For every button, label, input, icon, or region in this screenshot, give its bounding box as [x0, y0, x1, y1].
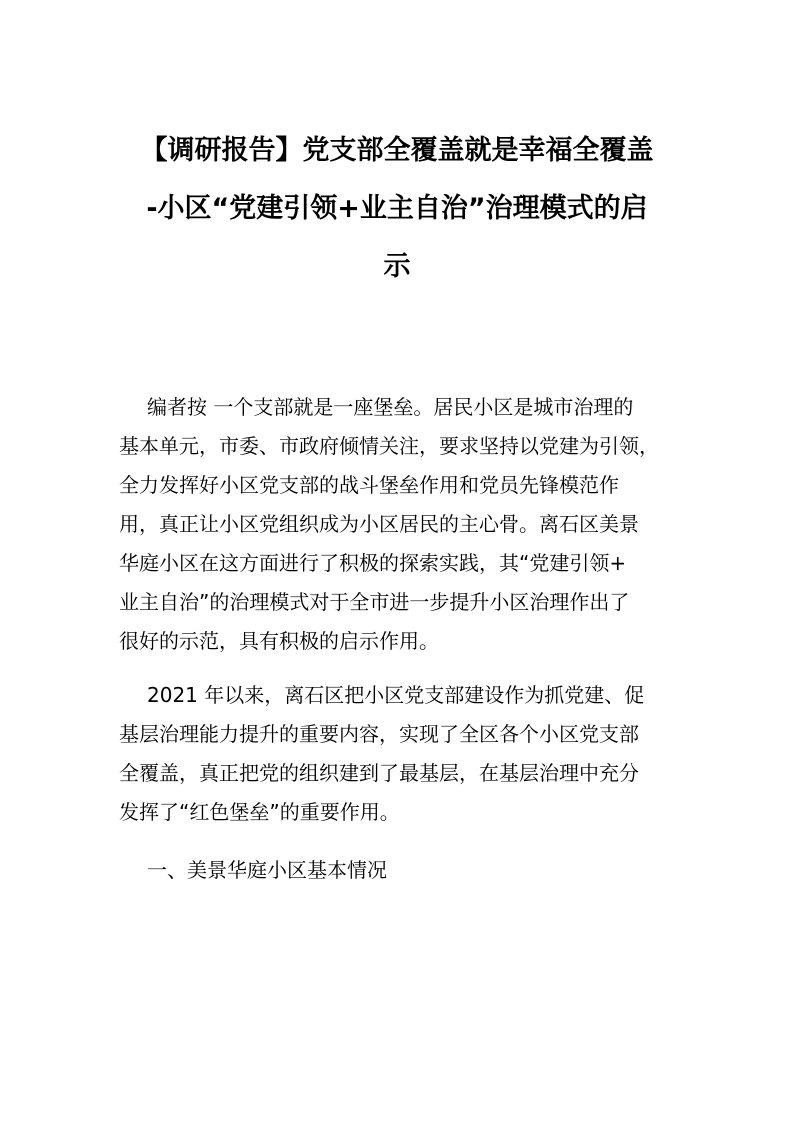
text-line: 编者按 一个支部就是一座堡垒。居民小区是城市治理的: [147, 395, 634, 419]
body-paragraph: [119, 676, 679, 832]
text-line: 很好的示范，具有积极的启示作用。: [119, 629, 439, 653]
text-line: 2021 年以来，离石区把小区党支部建设作为抓党建、促: [147, 683, 645, 707]
editor-note-paragraph: [119, 388, 679, 661]
text-line: 用，真正让小区党组织成为小区居民的主心骨。离石区美景: [119, 512, 639, 536]
text-line: 全力发挥好小区党支部的战斗堡垒作用和党员先锋模范作: [119, 473, 619, 497]
text-line: 基本单元，市委、市政府倾情关注，要求坚持以党建为引领，: [119, 434, 659, 458]
text-line: 华庭小区在这方面进行了积极的探索实践，其“党建引领+: [119, 551, 627, 575]
document-title: [118, 122, 676, 296]
text-line: 发挥了“红色堡垒”的重要作用。: [119, 800, 400, 824]
title-line: 【调研报告】党支部全覆盖就是幸福全覆盖: [140, 135, 654, 166]
text-line: 业主自治”的治理模式对于全市进一步提升小区治理作出了: [119, 590, 630, 614]
section-heading-text: 一、美景华庭小区基本情况: [147, 858, 387, 882]
title-line: -小区“党建引领+业主自治”治理模式的启: [146, 193, 648, 224]
title-line: 示: [383, 251, 411, 282]
section-heading: [119, 851, 679, 890]
text-line: 基层治理能力提升的重要内容，实现了全区各个小区党支部: [119, 722, 639, 746]
text-line: 全覆盖，真正把党的组织建到了最基层，在基层治理中充分: [119, 761, 639, 785]
